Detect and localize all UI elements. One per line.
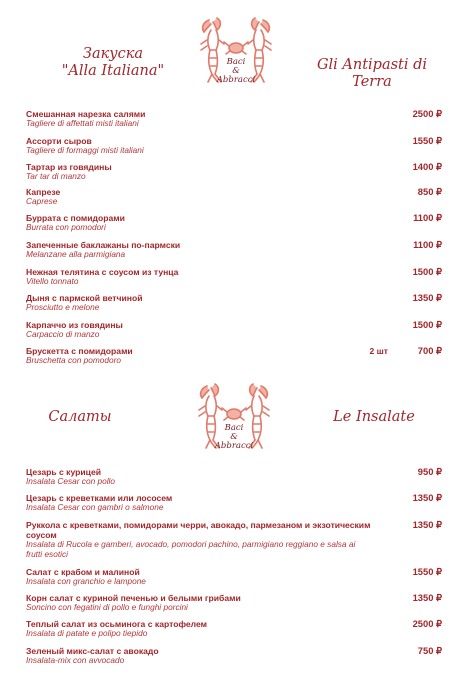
antipasti-title-ru xyxy=(52,46,174,80)
brand-line1: Baci xyxy=(224,423,244,433)
menu-item xyxy=(26,109,442,129)
brand-line1: Baci xyxy=(226,57,246,67)
item-name: Зеленый микс-салат с авокадо xyxy=(26,646,159,656)
item-price: 850 ₽ xyxy=(417,186,442,197)
item-translation: Soncino con fegatini di pollo e funghi porcini xyxy=(26,602,188,612)
item-price: 750 ₽ xyxy=(417,645,442,656)
item-name: Теплый салат из осьминога с картофелем xyxy=(26,619,208,629)
item-price: 1500 ₽ xyxy=(412,319,442,330)
item-translation: Carpaccio di manzo xyxy=(26,329,100,339)
item-name: Капрезе xyxy=(26,187,61,197)
item-name: Смешанная нарезка салями xyxy=(26,109,146,119)
menu-item xyxy=(26,136,442,156)
item-translation: Tagliere di affettati misti italiani xyxy=(26,118,139,128)
item-name: Ассорти сыров xyxy=(26,136,92,146)
brand-line3: Abbracci xyxy=(216,75,256,85)
menu-item xyxy=(26,213,442,233)
item-price: 1350 ₽ xyxy=(412,492,442,503)
brand-line2: & xyxy=(230,432,238,442)
brand-line2: & xyxy=(232,66,240,76)
menu-item xyxy=(26,240,442,260)
menu-item xyxy=(26,520,442,559)
item-translation: Insalata Cesar con pollo xyxy=(26,476,116,486)
item-translation: Insalata-mix con avvocado xyxy=(26,655,125,665)
item-name: Запеченные баклажаны по-пармски xyxy=(26,240,181,250)
item-price: 950 ₽ xyxy=(417,466,442,477)
item-quantity: 2 шт xyxy=(369,346,388,356)
menu-item xyxy=(26,162,442,182)
item-translation: Insalata di Rucola e gamberi, avocado, pomodori pachino, parmigiano reggiano e salsa ai frutti esotici xyxy=(26,539,356,559)
item-price: 1550 ₽ xyxy=(412,566,442,577)
item-price: 1100 ₽ xyxy=(413,239,442,250)
menu-item xyxy=(26,467,442,487)
item-price: 1400 ₽ xyxy=(412,161,442,172)
item-name: Руккола с креветками, помидорами черри, авокадо, пармезаном и экзотическим соусом xyxy=(26,520,371,540)
item-translation: Burrata con pomodori xyxy=(26,222,106,232)
item-translation: Tar tar di manzo xyxy=(26,171,86,181)
menu-item xyxy=(26,593,442,613)
item-name: Цезарь с креветками или лососем xyxy=(26,493,173,503)
item-price: 1550 ₽ xyxy=(412,135,442,146)
salads-header xyxy=(0,376,466,466)
item-price: 2500 ₽ xyxy=(412,618,442,629)
item-name: Брускетта с помидорами xyxy=(26,346,133,356)
item-translation: Tagliere di formaggi misti italiani xyxy=(26,145,144,155)
menu-item xyxy=(26,346,442,366)
item-price: 2500 ₽ xyxy=(412,108,442,119)
logo xyxy=(195,14,277,86)
item-name: Нежная телятина с соусом из тунца xyxy=(26,267,179,277)
item-price: 1100 ₽ xyxy=(413,212,442,223)
menu-item xyxy=(26,267,442,287)
logo xyxy=(193,380,275,452)
item-translation: Prosciutto e melone xyxy=(26,302,100,312)
item-price: 1350 ₽ xyxy=(412,592,442,603)
menu-item xyxy=(26,646,442,666)
salads-title-it: Le Insalate xyxy=(333,409,415,425)
menu-item xyxy=(26,187,442,207)
antipasti-title-it: Gli Antipasti di Terra xyxy=(316,57,428,90)
item-price: 1350 ₽ xyxy=(412,292,442,303)
item-translation: Insalata Cesar con gambri o salmone xyxy=(26,502,164,512)
brand-line3: Abbracci xyxy=(214,441,254,451)
item-translation: Bruschetta con pomodoro xyxy=(26,355,122,365)
menu-item xyxy=(26,619,442,639)
antipasti-title-ru-line1: Закуска xyxy=(82,46,144,62)
item-name: Тартар из говядины xyxy=(26,162,112,172)
item-translation: Vitello tonnato xyxy=(26,276,79,286)
item-translation: Melanzane alla parmigiana xyxy=(26,249,126,259)
item-price: 1500 ₽ xyxy=(412,266,442,277)
item-name: Цезарь с курицей xyxy=(26,467,102,477)
item-translation: Insalata con granchio e lampone xyxy=(26,576,146,586)
menu-item xyxy=(26,320,442,340)
item-name: Карпаччо из говядины xyxy=(26,320,123,330)
salads-title-ru: Салаты xyxy=(48,409,112,425)
item-price: 700 ₽ xyxy=(417,345,442,356)
item-translation: Caprese xyxy=(26,196,58,206)
item-translation: Insalata di patate e polipo tiepido xyxy=(26,628,148,638)
item-name: Корн салат с куриной печенью и белыми грибами xyxy=(26,593,241,603)
antipasti-title-ru-line2: "Alla Italiana" xyxy=(61,63,165,79)
menu-item xyxy=(26,567,442,587)
antipasti-header xyxy=(0,0,466,100)
item-name: Салат с крабом и малиной xyxy=(26,567,140,577)
item-name: Буррата с помидорами xyxy=(26,213,125,223)
item-name: Дыня с пармской ветчиной xyxy=(26,293,143,303)
item-price: 1350 ₽ xyxy=(412,519,442,530)
menu-item xyxy=(26,493,442,513)
menu-item xyxy=(26,293,442,313)
